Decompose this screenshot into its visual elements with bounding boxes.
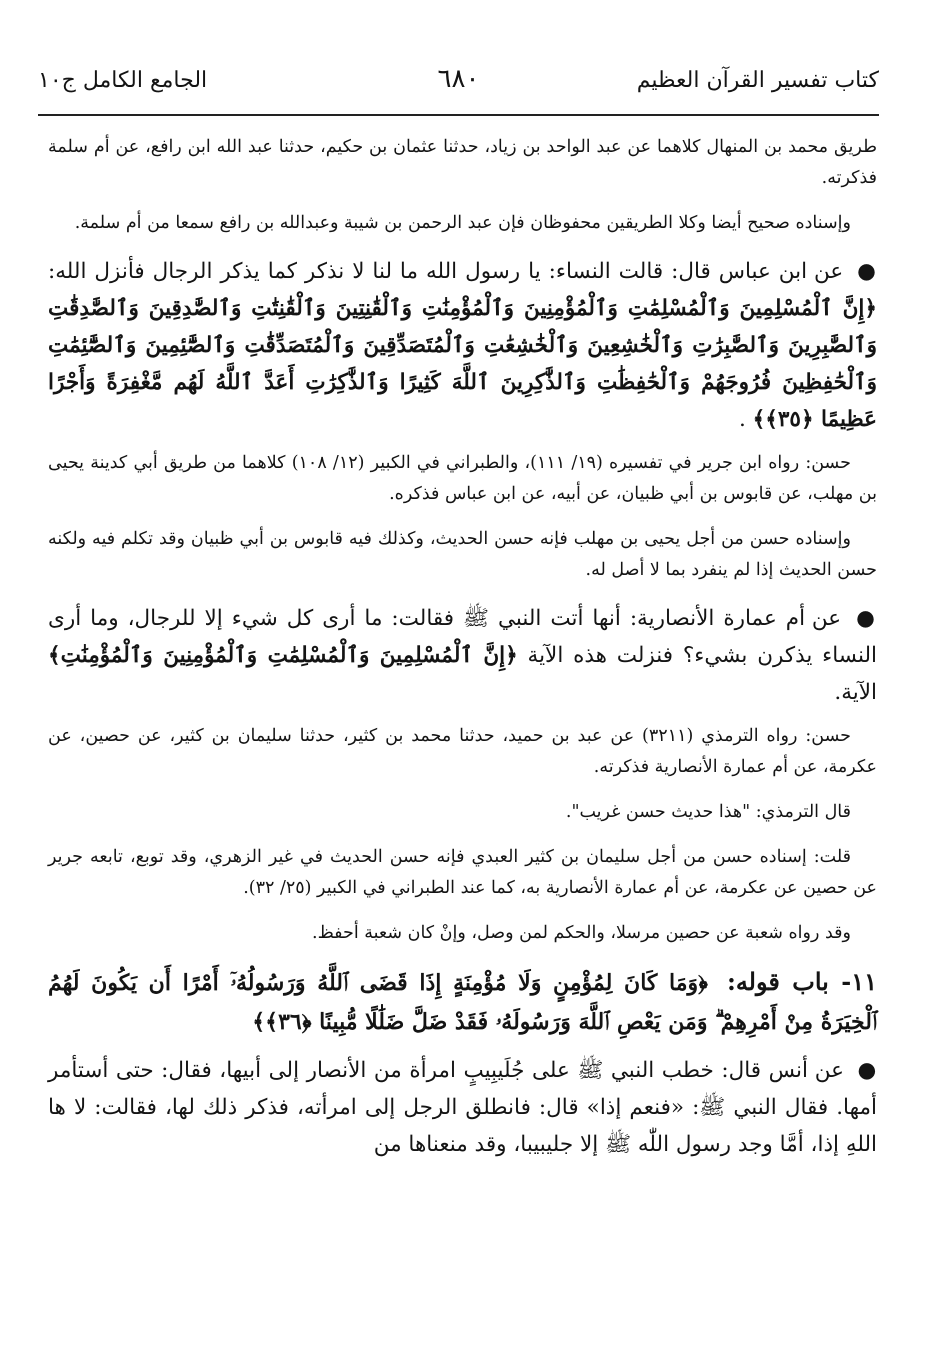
hadith-text: عن أم عمارة الأنصارية: أنها أتت النبي ﷺ فقالت: ما أرى كل شيء إلا للرجال، وما أرى النساء يذكرن بشيء؟ فنزلت هذه الآية <box>48 606 877 668</box>
quote-paragraph: قال الترمذي: "هذا حديث حسن غريب". <box>565 802 851 822</box>
header-divider <box>38 114 879 116</box>
commentary-paragraph: قلت: إسناده حسن من أجل سليمان بن كثير العبدي فإنه حسن الحديث في غير الزهري، وقد توبع، تابعه جرير عن حصين عن عكرمة، عن أم عمارة الأنصارية به، كما عند الطبراني في الكبير (٢٥/ ٣٢). <box>48 847 877 898</box>
page-header <box>38 64 879 104</box>
hadith-end: . <box>738 407 746 432</box>
grading-paragraph: حسن: رواه الترمذي (٣٢١١) عن عبد بن حميد، حدثنا محمد بن كثير، حدثنا سليمان بن كثير، عن حصين، عن عكرمة، عن أم عمارة الأنصارية فذكرته. <box>48 726 877 777</box>
commentary-paragraph: طريق محمد بن المنهال كلاهما عن عبد الواحد بن زياد، حدثنا عثمان بن حكيم، حدثنا عبد الله ابن رافع، عن أم سلمة فذكرته. <box>48 137 877 188</box>
hadith-end: الآية. <box>834 680 877 705</box>
quran-verse: ﴿إِنَّ ٱلْمُسْلِمِينَ وَٱلْمُسْلِمَٰتِ وَٱلْمُؤْمِنِينَ وَٱلْمُؤْمِنَٰتِ﴾ <box>48 643 518 668</box>
commentary-paragraph: وإسناده حسن من أجل يحيى بن مهلب فإنه حسن الحديث، وكذلك فيه قابوس بن أبي ظبيان وقد تكلم فيه ولكنه حسن الحديث إذا لم ينفرد بما لا أصل له. <box>48 529 877 580</box>
hadith-paragraph <box>48 1052 877 1163</box>
bullet-icon: ● <box>857 259 877 284</box>
book-title: كتاب تفسير القرآن العظيم <box>636 68 879 93</box>
commentary-paragraph: وقد رواه شعبة عن حصين مرسلا، والحكم لمن وصل، وإنْ كان شعبة أحفظ. <box>312 923 851 943</box>
collection-title: الجامع الكامل ج١٠ <box>38 68 208 93</box>
page-body <box>48 132 877 1173</box>
hadith-text: عن ابن عباس قال: قالت النساء: يا رسول الله ما لنا لا نذكر كما يذكر الرجال فأنزل الله: <box>48 259 844 284</box>
commentary-paragraph: وإسناده صحيح أيضا وكلا الطريقين محفوظان فإن عبد الرحمن بن شيبة وعبدالله بن رافع سمعا من أم سلمة. <box>74 213 851 233</box>
quran-verse: ﴿إِنَّ ٱلْمُسْلِمِينَ وَٱلْمُسْلِمَٰتِ وَٱلْمُؤْمِنِينَ وَٱلْمُؤْمِنَٰتِ وَٱلْقَٰنِتِينَ وَٱلْقَٰنِتَٰتِ وَٱلصَّٰدِقِينَ وَٱلصَّٰدِقَٰتِ وَٱلصَّٰبِرِينَ وَٱلصَّٰبِرَٰتِ وَٱلْخَٰشِعِينَ وَٱلْخَٰشِعَٰتِ وَٱلْمُتَصَدِّقِينَ وَٱلْمُتَصَدِّقَٰتِ وَٱلصَّٰٓئِمِينَ وَٱلصَّٰٓئِمَٰتِ وَٱلْحَٰفِظِينَ فُرُوجَهُمْ وَٱلْحَٰفِظَٰتِ وَٱلذَّٰكِرِينَ ٱللَّهَ كَثِيرًا وَٱلذَّٰكِرَٰتِ أَعَدَّ ٱللَّهُ لَهُم مَّغْفِرَةً وَأَجْرًا عَظِيمًا ﴿٣٥﴾﴾ <box>48 296 877 432</box>
bullet-icon: ● <box>857 1058 877 1083</box>
page-number: ٦٨٠ <box>437 64 480 94</box>
hadith-text: عن أنس قال: خطب النبي ﷺ على جُلَيبِيبٍ امرأة من الأنصار إلى أبيها، فقال: حتى أستأمر أمها. فقال النبي ﷺ: «فنعم إذا» قال: فانطلق الرجل إلى امرأته، فذكر ذلك لها، فقالت: لا ها اللهِ إذا، أمَّا وجد رسول اللّٰه ﷺ إلا جليبيبا، وقد منعناها من <box>48 1058 877 1157</box>
hadith-paragraph <box>48 600 877 711</box>
bullet-icon: ● <box>856 606 877 631</box>
hadith-paragraph <box>48 253 877 438</box>
quran-verse: ﴿وَمَا كَانَ لِمُؤْمِنٍ وَلَا مُؤْمِنَةٍ إِذَا قَضَى ٱللَّهُ وَرَسُولُهُۥٓ أَمْرًا أَن يَكُونَ لَهُمُ ٱلْخِيَرَةُ مِنْ أَمْرِهِمْ ۗ وَمَن يَعْصِ ٱللَّهَ وَرَسُولَهُۥ فَقَدْ ضَلَّ ضَلَٰلًا مُّبِينًا ﴿٣٦﴾﴾ <box>48 970 877 1035</box>
chapter-heading <box>48 963 877 1042</box>
chapter-title: ١١- باب قوله: <box>726 967 877 996</box>
grading-paragraph: حسن: رواه ابن جرير في تفسيره (١٩/ ١١١)، والطبراني في الكبير (١٢/ ١٠٨) كلاهما من طريق أبي كدينة يحيى بن مهلب، عن قابوس بن أبي ظبيان، عن أبيه، عن ابن عباس فذكره. <box>48 453 877 504</box>
